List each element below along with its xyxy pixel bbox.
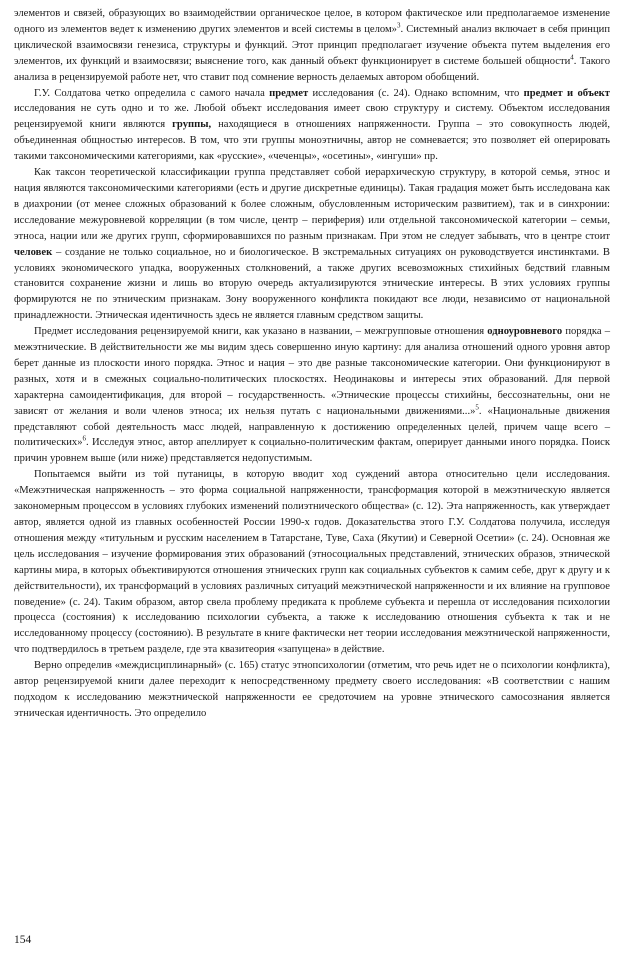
- paragraph: [14, 324, 610, 467]
- bold-term: предмет: [269, 87, 309, 99]
- text-run: находящиеся в отношениях напряженности. Группа – это совокупность людей, объединенная общностью интересов. В том, что эти группы моноэтничны, автор не сомневается; это позволяет ей оперировать такими таксономическими категориями, как «русские», «чеченцы», «осетины», «ингуши» пр.: [14, 119, 610, 163]
- page-number: 154: [14, 934, 32, 946]
- footnote-marker: 6: [82, 434, 86, 443]
- paragraph: [14, 86, 610, 166]
- text-run: Г.У. Солдатова четко определила с самого начала: [34, 87, 270, 99]
- paragraph: [14, 6, 610, 86]
- text-run: . Исследуя этнос, автор апеллирует к социально-политическим фактам, оперирует данными иного порядка. Поиск причин уровнем выше (или ниже) представляется недопустимым.: [14, 437, 610, 465]
- paragraph: [14, 165, 610, 324]
- bold-term: предмет и объект: [523, 87, 610, 99]
- text-run: элементов и связей, образующих во взаимодействии органическое целое, в котором фактическое или предполагаемое изменение одного из элементов ведет к изменению других элементов и всей системы в целом»: [14, 8, 610, 35]
- paragraph: [14, 658, 610, 722]
- paragraph: [14, 467, 610, 658]
- footnote-marker: 5: [475, 403, 479, 412]
- bold-term: группы,: [172, 119, 212, 131]
- text-run: Предмет исследования рецензируемой книги, как указано в названии, – межгрупповые отношения: [34, 326, 488, 338]
- text-run: Как таксон теоретической классификации группа представляет собой иерархическую структуру, в которой семья, этнос и нация являются таксономическими категориями (есть и другие дискретные единицы). Такая градация может быть исследована как в диахронии (от менее сложных образований к более сложным, обусловленным историческим развитием), так и в синхронии: исследование межуровневой корреляции (в том числе, центр – периферия) или отдельной таксономической категории – семьи, этноса, нации или же других групп, сформировавшихся по разным признакам. При этом не следует забывать, что в центре стоит: [14, 167, 610, 242]
- text-run: порядка – межэтнические. В действительности же мы видим здесь совершенно иную картину: для анализа отношений одного уровня автор берет данные из плоскости иного порядка. Этнос и нация – это две разные таксономические категории. Они функционируют в разных, хотя и в смежных социально-политических плоскостях. Неодинаковы и интересы этих образований. Для первой характерна самоидентификация, для второй – государственность. «Этнические процессы стихийны, бессознательны, они не зависят от желания и воли членов этноса; их нельзя путать с национальными движениями...»: [14, 326, 610, 417]
- footnote-marker: 3: [396, 21, 401, 30]
- text-run: – создание не только социальное, но и биологическое. В экстремальных ситуациях он руководствуется инстинктами. В условиях экономического упадка, вооруженных столкновений, а также других всевозможных стихийных бедствий главным становится сохранение жизни и лишь во вторую очередь актуализируются этнические интересы. В этих условиях группы формируются не по этническим признакам. Зону вооруженного конфликта покидают все люди, независимо от национальной принадлежности. Этническая идентичность здесь не является главным средством защиты.: [14, 246, 610, 322]
- body-text: [14, 6, 610, 722]
- bold-term: человек: [14, 246, 53, 258]
- text-run: Верно определив «междисциплинарный» (с. 165) статус этнопсихологии (отметим, что речь идет не о психологии конфликта), автор рецензируемой книги далее переходит к непосредственному предмету своего исследования: «В соответствии с нашим подходом к исследованию межэтнической напряженности ее средоточием на уровне этнического самосознания является этническая идентичность. Это определило: [14, 660, 610, 719]
- text-run: . Такого анализа в рецензируемой работе нет, что ставит под сомнение верность делаемых автором обобщений.: [14, 55, 610, 83]
- text-run: Попытаемся выйти из той путаницы, в которую вводит ход суждений автора относительно цели исследования. «Межэтническая напряженность – это форма социальной напряженности, трансформация которой в межэтническую является закономерным процессом в условиях глубоких изменений полиэтнического общества» (с. 12). Эта напряженность, как утверждает автор, является одной из главных особенностей России 1990-х годов. Доказательства этого Г.У. Солдатова получила, исследуя отношения между «титульным и русским населением в Татарстане, Туве, Саха (Якутии) и Северной Осетии» (с. 24). Основная же цель исследования – изучение формирования этих образований (этносоциальных представлений, этнических образов, этнической картины мира, в которых объективируются отношения этнических групп как социальных субъектов к самим себе, друг к другу и к действительности), их трансформаций в условиях различных ситуаций межэтнической напряженности и их влияние на групповое поведение» (с. 24). Таким образом, автор свела проблему предиката к проблеме субъекта и перешла от исследования психологии процесса (состояния) к исследованию психологии субъекта, а также к исследованию отношения субъекта к так и не исследованному процессу (состоянию). В результате в книге фактически нет теории исследования межэтнической напряженности, что подтвердилось в третьем разделе, где эта квазитеория «запущена» в действие.: [14, 469, 610, 656]
- text-run: . Системный анализ включает в себя принцип циклической взаимосвязи генезиса, структуры и функций. Этот принцип предполагает изучение объекта путем выделения его элементов, их функций и взаимосвязи; выяснение того, как данный объект функционирует в системе большей общности: [14, 23, 610, 67]
- text-run: исследования не суть одно и то же. Любой объект исследования имеет свою структуру и систему. Объектом исследования рецензируемой книги являются: [14, 103, 610, 131]
- text-run: исследования (с. 24). Однако вспомним, что: [308, 87, 524, 99]
- bold-term: одноуровневого: [487, 326, 563, 338]
- text-run: . «Национальные движения представляют собой деятельность масс людей, направленную к достижению определенных целей, причем чаще всего – политических»: [14, 405, 610, 449]
- footnote-marker: 4: [570, 53, 574, 62]
